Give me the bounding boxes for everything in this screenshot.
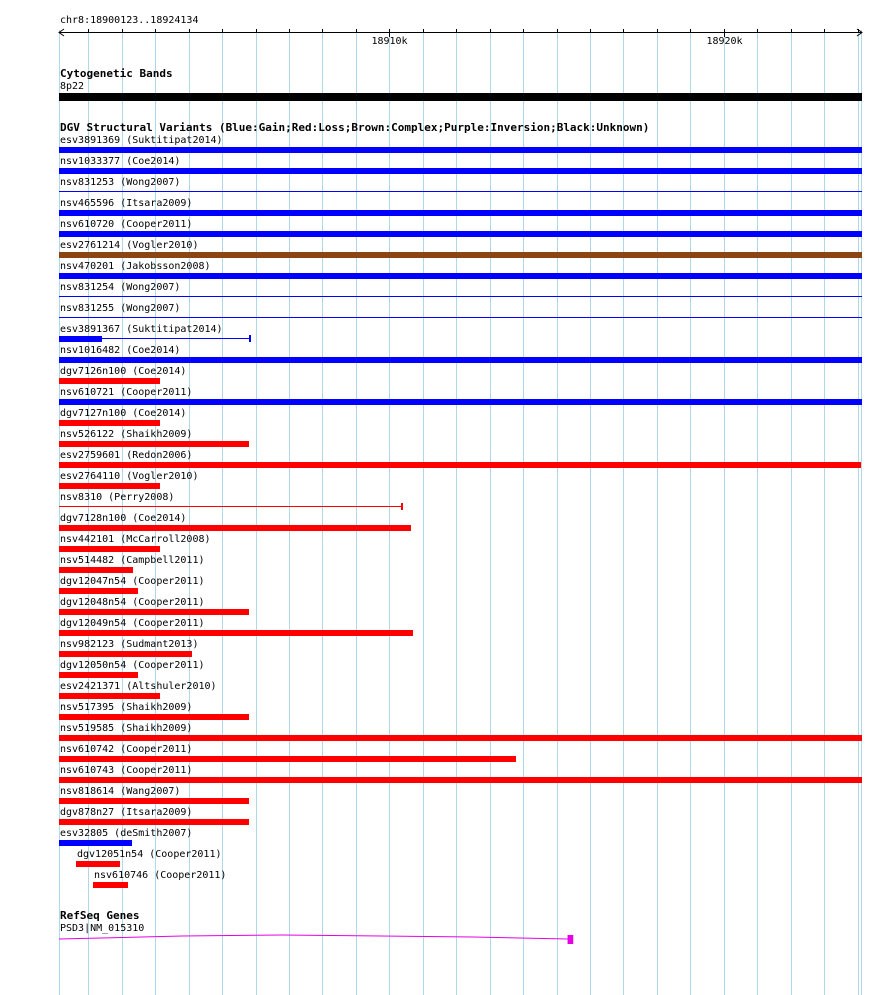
feature-label[interactable]: esv3891367 (Suktitipat2014) (60, 324, 223, 335)
feature-bar[interactable] (76, 861, 120, 867)
feature-bar[interactable] (59, 525, 411, 531)
feature-label[interactable]: nsv470201 (Jakobsson2008) (60, 261, 211, 272)
feature-label[interactable]: dgv878n27 (Itsara2009) (60, 807, 193, 818)
feature-bar[interactable] (59, 840, 132, 846)
ruler (0, 0, 890, 50)
feature-label[interactable]: nsv442101 (McCarroll2008) (60, 534, 211, 545)
feature-bar[interactable] (59, 819, 249, 825)
region-label: chr8:18900123..18924134 (60, 15, 199, 26)
gene-intron-line (59, 935, 568, 939)
feature-bar[interactable] (93, 882, 128, 888)
feature-bar[interactable] (59, 651, 192, 657)
feature-bar[interactable] (59, 357, 862, 363)
feature-bar[interactable] (59, 462, 861, 468)
feature-label[interactable]: nsv8310 (Perry2008) (60, 492, 175, 503)
feature-bar[interactable] (59, 231, 862, 237)
feature-end-cap (249, 335, 251, 342)
feature-bar[interactable] (59, 798, 249, 804)
feature-thin-extent[interactable] (59, 506, 401, 507)
feature-label[interactable]: nsv517395 (Shaikh2009) (60, 702, 193, 713)
feature-label[interactable]: nsv982123 (Sudmant2013) (60, 639, 199, 650)
gene-model[interactable] (0, 928, 890, 948)
feature-label[interactable]: esv2764110 (Vogler2010) (60, 471, 199, 482)
feature-bar[interactable] (59, 567, 133, 573)
feature-bar[interactable] (59, 777, 862, 783)
feature-bar[interactable] (59, 441, 249, 447)
feature-label[interactable]: dgv12051n54 (Cooper2011) (77, 849, 222, 860)
feature-label[interactable]: dgv7126n100 (Coe2014) (60, 366, 187, 377)
feature-bar[interactable] (59, 420, 160, 426)
feature-label[interactable]: nsv526122 (Shaikh2009) (60, 429, 193, 440)
feature-label[interactable]: nsv831254 (Wong2007) (60, 282, 181, 293)
feature-bar[interactable] (59, 168, 862, 174)
feature-bar[interactable] (59, 609, 249, 615)
feature-label[interactable]: nsv1016482 (Coe2014) (60, 345, 181, 356)
feature-bar[interactable] (59, 756, 516, 762)
refseq-track-title: RefSeq Genes (60, 909, 140, 922)
feature-label[interactable]: nsv610743 (Cooper2011) (60, 765, 193, 776)
feature-label[interactable]: nsv610721 (Cooper2011) (60, 387, 193, 398)
feature-bar[interactable] (59, 630, 413, 636)
feature-label[interactable]: nsv831253 (Wong2007) (60, 177, 181, 188)
feature-bar[interactable] (59, 210, 862, 216)
feature-label[interactable]: dgv12050n54 (Cooper2011) (60, 660, 205, 671)
feature-bar[interactable] (59, 546, 160, 552)
feature-end-cap (401, 503, 403, 510)
feature-bar[interactable] (59, 147, 862, 153)
feature-bar[interactable] (59, 317, 862, 318)
feature-bar[interactable] (59, 296, 862, 297)
feature-bar[interactable] (59, 483, 160, 489)
feature-bar[interactable] (59, 273, 862, 279)
feature-label[interactable]: dgv12047n54 (Cooper2011) (60, 576, 205, 587)
feature-bar[interactable] (59, 735, 862, 741)
gene-exon (568, 935, 574, 944)
feature-bar[interactable] (59, 672, 138, 678)
ruler-tick-label: 18920k (706, 36, 743, 47)
feature-label[interactable]: esv2761214 (Vogler2010) (60, 240, 199, 251)
feature-label[interactable]: nsv519585 (Shaikh2009) (60, 723, 193, 734)
feature-label[interactable]: esv3891369 (Suktitipat2014) (60, 135, 223, 146)
feature-bar[interactable] (59, 693, 160, 699)
feature-label[interactable]: dgv12048n54 (Cooper2011) (60, 597, 205, 608)
feature-label[interactable]: esv2759601 (Redon2006) (60, 450, 193, 461)
feature-bar[interactable] (59, 399, 862, 405)
gene-label[interactable]: PSD3|NM_015310 (60, 923, 145, 934)
feature-bar[interactable] (59, 336, 102, 342)
feature-label[interactable]: esv2421371 (Altshuler2010) (60, 681, 217, 692)
cytoband-track-title: Cytogenetic Bands (60, 67, 173, 80)
feature-label[interactable]: nsv831255 (Wong2007) (60, 303, 181, 314)
feature-bar[interactable] (59, 252, 862, 258)
feature-label[interactable]: nsv610746 (Cooper2011) (94, 870, 227, 881)
feature-label[interactable]: nsv465596 (Itsara2009) (60, 198, 193, 209)
feature-label[interactable]: dgv7128n100 (Coe2014) (60, 513, 187, 524)
feature-label[interactable]: nsv610720 (Cooper2011) (60, 219, 193, 230)
feature-label[interactable]: esv32805 (deSmith2007) (60, 828, 193, 839)
feature-label[interactable]: nsv610742 (Cooper2011) (60, 744, 193, 755)
feature-label[interactable]: nsv818614 (Wang2007) (60, 786, 181, 797)
feature-thin-extent[interactable] (102, 338, 249, 339)
dgv-track-title: DGV Structural Variants (Blue:Gain;Red:Loss;Brown:Complex;Purple:Inversion;Black:Unknown) (60, 121, 650, 134)
feature-bar[interactable] (59, 191, 862, 192)
feature-label[interactable]: dgv7127n100 (Coe2014) (60, 408, 187, 419)
feature-bar[interactable] (59, 378, 160, 384)
feature-label[interactable]: nsv514482 (Campbell2011) (60, 555, 205, 566)
feature-bar[interactable] (59, 714, 249, 720)
feature-bar[interactable] (59, 588, 138, 594)
cytoband-label[interactable]: 8p22 (60, 81, 85, 92)
feature-label[interactable]: nsv1033377 (Coe2014) (60, 156, 181, 167)
feature-label[interactable]: dgv12049n54 (Cooper2011) (60, 618, 205, 629)
ruler-tick-label: 18910k (371, 36, 408, 47)
cytoband-bar[interactable] (59, 93, 862, 101)
